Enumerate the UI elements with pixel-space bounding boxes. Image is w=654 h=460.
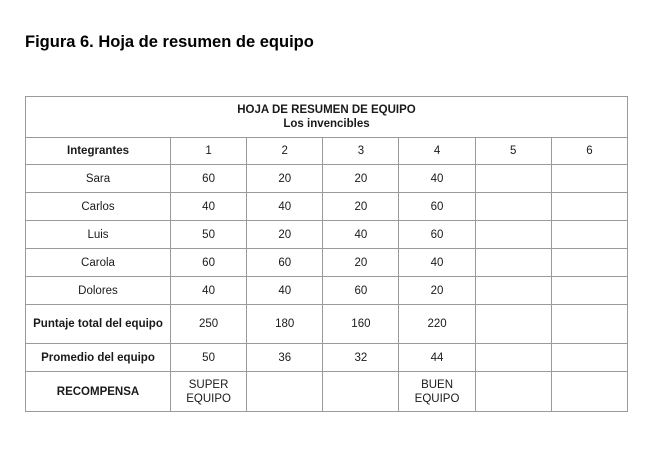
figure-title: Figura 6. Hoja de resumen de equipo [25, 33, 314, 51]
column-header: 3 [323, 138, 399, 165]
total-cell: 180 [247, 305, 323, 344]
average-row [26, 344, 628, 372]
table-row [26, 221, 628, 249]
team-name: Los invencibles [283, 118, 370, 130]
score-cell: 40 [247, 277, 323, 305]
total-row [26, 305, 628, 344]
sheet-title: HOJA DE RESUMEN DE EQUIPO [237, 104, 416, 116]
table-row [26, 193, 628, 221]
average-cell [551, 344, 627, 372]
table-row [26, 165, 628, 193]
reward-cell [551, 372, 627, 412]
total-cell [475, 305, 551, 344]
score-cell: 60 [247, 249, 323, 277]
member-name: Sara [26, 165, 171, 193]
average-cell: 32 [323, 344, 399, 372]
score-cell [551, 193, 627, 221]
column-header: 5 [475, 138, 551, 165]
score-cell [475, 165, 551, 193]
reward-cell: SUPER EQUIPO [171, 372, 247, 412]
score-cell: 40 [171, 193, 247, 221]
score-cell: 60 [171, 165, 247, 193]
score-cell: 20 [247, 165, 323, 193]
score-cell [551, 221, 627, 249]
sheet-heading [26, 97, 628, 138]
table-header-row [26, 97, 628, 138]
score-cell: 50 [171, 221, 247, 249]
member-name: Luis [26, 221, 171, 249]
reward-cell [475, 372, 551, 412]
score-cell [475, 249, 551, 277]
score-cell: 20 [323, 249, 399, 277]
member-name: Carola [26, 249, 171, 277]
score-cell [475, 193, 551, 221]
score-cell [551, 165, 627, 193]
score-cell: 20 [323, 193, 399, 221]
members-header: Integrantes [26, 138, 171, 165]
average-cell: 44 [399, 344, 475, 372]
score-cell [475, 221, 551, 249]
score-cell [551, 249, 627, 277]
table-row [26, 249, 628, 277]
score-cell: 60 [399, 221, 475, 249]
member-name: Dolores [26, 277, 171, 305]
column-header: 6 [551, 138, 627, 165]
member-name: Carlos [26, 193, 171, 221]
reward-label: RECOMPENSA [26, 372, 171, 412]
reward-cell [323, 372, 399, 412]
column-header: 1 [171, 138, 247, 165]
column-header: 4 [399, 138, 475, 165]
column-header-row [26, 138, 628, 165]
total-cell [551, 305, 627, 344]
score-cell: 60 [171, 249, 247, 277]
score-cell: 40 [399, 165, 475, 193]
reward-cell: BUEN EQUIPO [399, 372, 475, 412]
score-cell [551, 277, 627, 305]
total-cell: 250 [171, 305, 247, 344]
average-cell: 50 [171, 344, 247, 372]
score-cell: 20 [247, 221, 323, 249]
score-cell: 40 [171, 277, 247, 305]
total-label: Puntaje total del equipo [26, 305, 171, 344]
score-cell: 40 [323, 221, 399, 249]
total-cell: 160 [323, 305, 399, 344]
score-cell: 40 [399, 249, 475, 277]
reward-row [26, 372, 628, 412]
table-row [26, 277, 628, 305]
column-header: 2 [247, 138, 323, 165]
score-cell: 40 [247, 193, 323, 221]
score-cell: 20 [323, 165, 399, 193]
average-cell [475, 344, 551, 372]
average-cell: 36 [247, 344, 323, 372]
score-cell: 60 [399, 193, 475, 221]
score-cell: 60 [323, 277, 399, 305]
reward-cell [247, 372, 323, 412]
team-summary-table [25, 96, 628, 412]
score-cell: 20 [399, 277, 475, 305]
average-label: Promedio del equipo [26, 344, 171, 372]
score-cell [475, 277, 551, 305]
total-cell: 220 [399, 305, 475, 344]
